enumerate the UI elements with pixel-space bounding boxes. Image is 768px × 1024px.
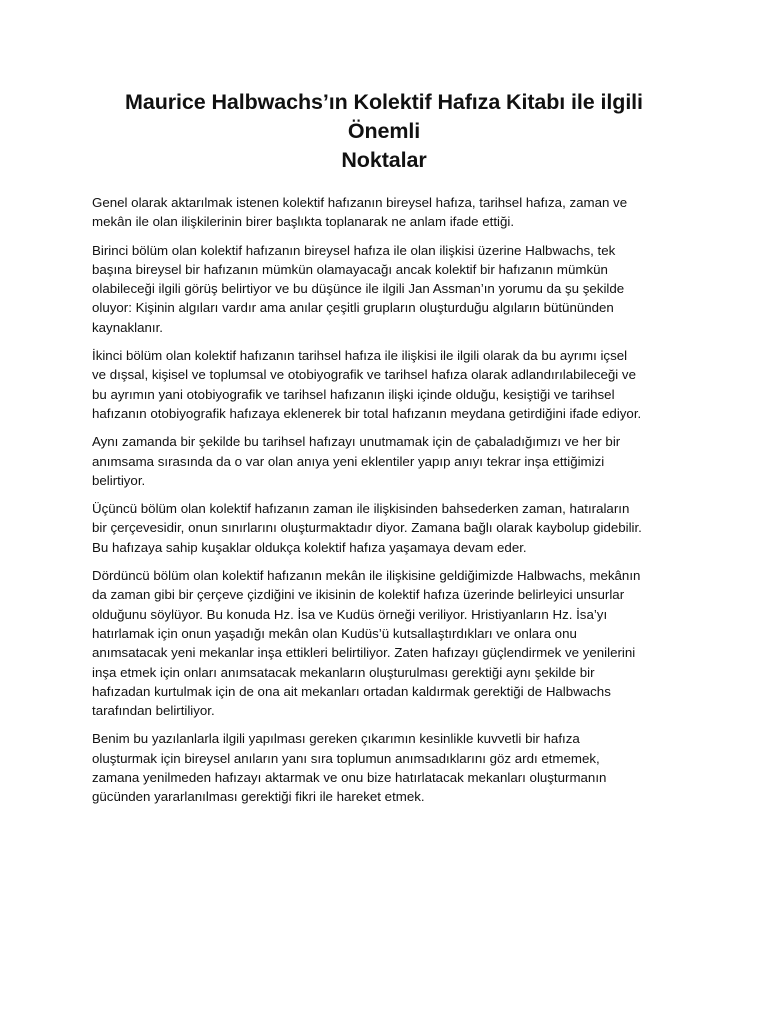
text-line: bir çerçevesidir, onun sınırlarını oluşturmaktadır diyor. Zamana bağlı olarak kaybolup gidebilir. xyxy=(92,520,642,536)
document-title-line: Maurice Halbwachs’ın Kolektif Hafıza Kitabı ile ilgili Önemli xyxy=(125,90,643,143)
text-line: bu ayrımın yani otobiyografik ve tarihsel hafızanın ilişki içinde olduğu, kesiştiği ve tarihsel xyxy=(92,386,615,402)
text-line: mekân ile olan ilişkilerinin birer başlıkta toplanarak ne anlam ifade ettiği. xyxy=(92,214,515,230)
paragraph-intro xyxy=(92,193,676,232)
text-line: oluyor: Kişinin algıları vardır ama anılar çeşitli grupların oluşturduğu algıların bütününden xyxy=(92,300,614,316)
text-line: başına bireysel bir hafızanın mümkün olamayacağı ancak kolektif bir hafızanın mümkün xyxy=(92,261,608,277)
text-line: olabileceği ilgili görüş belirtiyor ve bu düşünce ile ilgili Jan Assman’ın yorumu da şu şekilde xyxy=(92,281,625,297)
text-line: Bu hafızaya sahip kuşaklar oldukça kolektif hafıza yaşamaya devam eder. xyxy=(92,539,527,555)
text-line: hafızadan kurtulmak için de ona ait mekanları ortadan kaldırmak gerektiği de Halbwachs xyxy=(92,683,611,699)
text-line: anımsatacak yeni mekanlar inşa ettikleri belirtiliyor. Zaten hafızayı güçlendirmek ve yenilerini xyxy=(92,645,636,661)
text-line: ve dışsal, kişisel ve toplumsal ve otobiyografik ve tarihsel hafıza olarak adlandırılabileceği ve xyxy=(92,367,636,383)
paragraph-conclusion xyxy=(92,729,676,806)
text-line: Benim bu yazılanlarla ilgili yapılması gereken çıkarımın kesinlikle kuvvetli bir hafıza xyxy=(92,731,580,747)
text-line: hatırlamak için onun yaşadığı mekân olan Kudüs’ü kutsallaştırdıkları ve onlara onu xyxy=(92,625,577,641)
text-line: Aynı zamanda bir şekilde bu tarihsel hafızayı unutmamak için de çabaladığımızı ve her bir xyxy=(92,434,621,450)
text-line: Dördüncü bölüm olan kolektif hafızanın mekân ile ilişkisine geldiğimizde Halbwachs, mekânın xyxy=(92,568,641,584)
paragraph-section-2-continued xyxy=(92,432,676,490)
document-body xyxy=(92,193,676,807)
text-line: belirtiyor. xyxy=(92,472,146,488)
document-title xyxy=(92,88,676,175)
text-line: oluşturmak için bireysel anıların yanı sıra toplumun anımsadıklarını göz ardı etmemek, xyxy=(92,750,600,766)
text-line: hafızanın otobiyografik hafızaya eklenerek bir total hafızanın meydana getirdiğini ifade ediyor. xyxy=(92,405,642,421)
text-line: gücünden yararlanılması gerektiği fikri ile hareket etmek. xyxy=(92,789,425,805)
text-line: tarafından belirtiliyor. xyxy=(92,703,215,719)
text-line: inşa etmek için onları anımsatacak mekanların oluşturulması gerektiği aynı şekilde bir xyxy=(92,664,595,680)
paragraph-section-1 xyxy=(92,241,676,337)
text-line: İkinci bölüm olan kolektif hafızanın tarihsel hafıza ile ilişkisi ile ilgili olarak da bu ayrımı içsel xyxy=(92,348,628,364)
text-line: anımsama sırasında da o var olan anıya yeni eklentiler yapıp anıyı tekrar inşa ettiğimizi xyxy=(92,453,605,469)
text-line: zamana yenilmeden hafızayı aktarmak ve onu bize hatırlatacak mekanları oluşturmanın xyxy=(92,770,607,786)
text-line: kaynaklanır. xyxy=(92,319,163,335)
document-title-line: Noktalar xyxy=(341,148,427,172)
text-line: Üçüncü bölüm olan kolektif hafızanın zaman ile ilişkisinden bahsederken zaman, hatıraların xyxy=(92,501,630,517)
text-line: Genel olarak aktarılmak istenen kolektif hafızanın bireysel hafıza, tarihsel hafıza, zaman ve xyxy=(92,195,628,210)
text-line: olduğunu söylüyor. Bu konuda Hz. İsa ve Kudüs örneği veriliyor. Hristiyanların Hz. İsa’yı xyxy=(92,606,608,622)
text-line: Birinci bölüm olan kolektif hafızanın bireysel hafıza ile olan ilişkisi üzerine Halbwachs, tek xyxy=(92,242,616,258)
paragraph-section-3 xyxy=(92,499,676,557)
paragraph-section-4 xyxy=(92,566,676,720)
text-line: da zaman gibi bir çerçeve çizdiğini ve ikisinin de kolektif hafıza üzerinde belirleyici unsurlar xyxy=(92,587,625,603)
paragraph-section-2 xyxy=(92,346,676,423)
